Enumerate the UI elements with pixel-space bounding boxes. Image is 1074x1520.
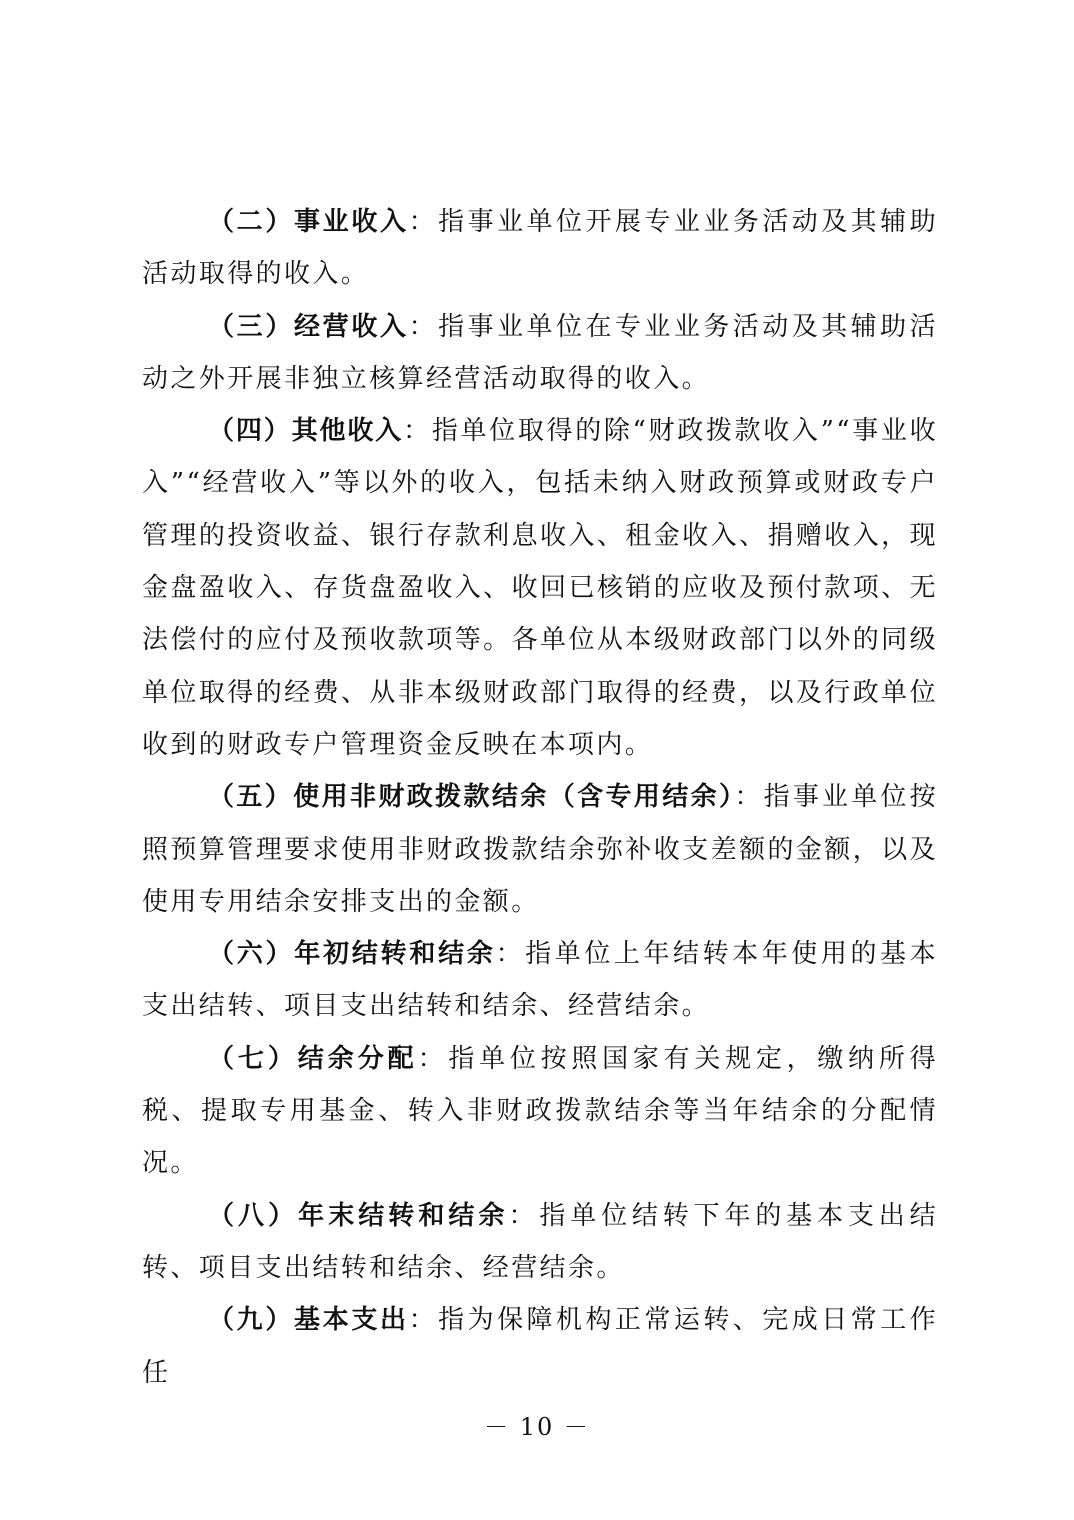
- paragraph-operating-income: [142, 301, 938, 406]
- definition-use-of-non-fiscal-surplus: ：指事业单位按照预算管理要求使用非财政拨款结余弥补收支差额的金额，以及使用专用结余安排支出的金额。: [142, 782, 938, 917]
- page-number: － 10 －: [484, 1413, 590, 1441]
- definition-basic-expenditure: ：指为保障机构正常运转、完成日常工作任: [142, 1305, 939, 1388]
- term-basic-expenditure: （九）基本支出: [208, 1305, 409, 1336]
- definition-surplus-distribution: ：指单位按照国家有关规定，缴纳所得税、提取专用基金、转入非财政拨款结余等当年结余的分配情况。: [142, 1043, 938, 1179]
- definition-business-income: ：指事业单位开展专业业务活动及其辅助活动取得的收入。: [142, 207, 939, 290]
- paragraph-business-income: [142, 196, 938, 301]
- term-use-of-non-fiscal-surplus: （五）使用非财政拨款结余（含专用结余）: [208, 782, 735, 813]
- definition-year-end-carryover: ：指单位结转下年的基本支出结转、项目支出结转和结余、经营结余。: [142, 1200, 938, 1283]
- term-other-income: （四）其他收入: [208, 416, 404, 447]
- paragraph-year-end-carryover: [142, 1190, 938, 1295]
- term-year-end-carryover: （八）年末结转和结余: [208, 1200, 509, 1231]
- definition-beginning-carryover: ：指单位上年结转本年使用的基本支出结转、项目支出结转和结余、经营结余。: [142, 939, 938, 1022]
- paragraph-use-of-non-fiscal-surplus: [142, 771, 938, 928]
- paragraph-basic-expenditure: [142, 1294, 938, 1399]
- term-business-income: （二）事业收入: [208, 207, 409, 237]
- term-surplus-distribution: （七）结余分配: [208, 1043, 418, 1074]
- paragraph-beginning-carryover: [142, 928, 938, 1033]
- paragraph-other-income: [142, 405, 938, 771]
- definition-operating-income: ：指事业单位在专业业务活动及其辅助活动之外开展非独立核算经营活动取得的收入。: [142, 311, 939, 394]
- document-body: [142, 196, 938, 1399]
- term-operating-income: （三）经营收入: [208, 311, 409, 342]
- definition-other-income: ：指单位取得的除“财政拨款收入”“事业收入”“经营收入”等以外的收入，包括未纳入财政预算或财政专户管理的投资收益、银行存款利息收入、租金收入、捐赠收入，现金盘盈收入、存货盘盈收入、收回已核销的应收及预付款项、无法偿付的应付及预收款项等。各单位从本级财政部门以外的同级单位取得的经费、从非本级财政部门取得的经费，以及行政单位收到的财政专户管理资金反映在本项内。: [142, 416, 938, 760]
- term-beginning-carryover: （六）年初结转和结余: [208, 939, 496, 970]
- paragraph-surplus-distribution: [142, 1033, 938, 1190]
